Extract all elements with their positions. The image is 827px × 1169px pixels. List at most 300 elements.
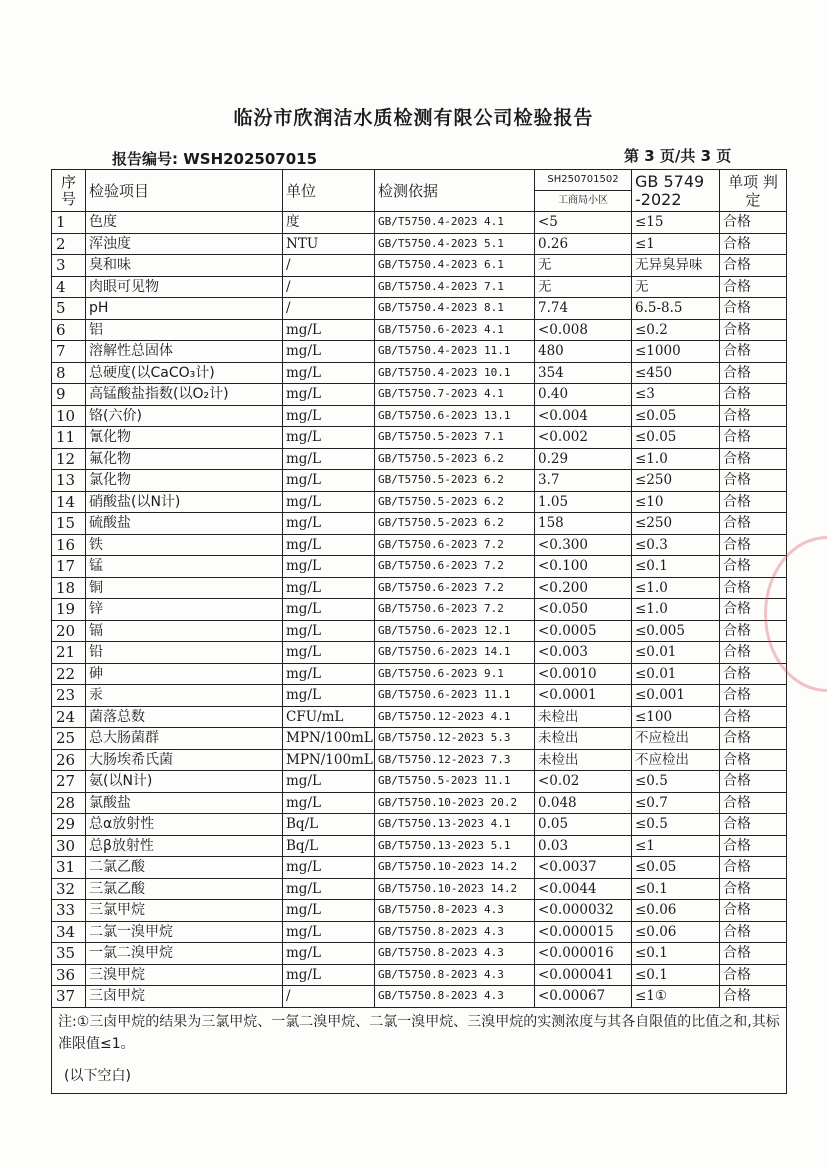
row-judge: 合格 — [720, 448, 787, 470]
row-seq: 17 — [52, 556, 86, 578]
row-limit: ≤0.05 — [632, 857, 720, 879]
table-row — [52, 599, 787, 621]
row-standard: GB/T5750.10-2023 14.2 — [375, 878, 535, 900]
row-unit: mg/L — [283, 857, 375, 879]
row-seq: 1 — [52, 212, 86, 234]
row-limit: ≤0.5 — [632, 814, 720, 836]
row-unit: mg/L — [283, 943, 375, 965]
results-body — [52, 212, 787, 1008]
table-row — [52, 233, 787, 255]
table-row — [52, 986, 787, 1008]
row-result: <0.000032 — [535, 900, 632, 922]
row-judge: 合格 — [720, 405, 787, 427]
row-limit: ≤0.06 — [632, 921, 720, 943]
table-row — [52, 921, 787, 943]
row-result: <5 — [535, 212, 632, 234]
row-result: <0.300 — [535, 534, 632, 556]
row-judge: 合格 — [720, 491, 787, 513]
table-row — [52, 663, 787, 685]
col-judge-header: 单项 判定 — [720, 170, 787, 212]
row-result: <0.0010 — [535, 663, 632, 685]
table-row — [52, 341, 787, 363]
results-table — [51, 169, 787, 1094]
row-standard: GB/T5750.5-2023 6.2 — [375, 448, 535, 470]
row-result: <0.002 — [535, 427, 632, 449]
row-seq: 10 — [52, 405, 86, 427]
row-standard: GB/T5750.5-2023 11.1 — [375, 771, 535, 793]
row-seq: 20 — [52, 620, 86, 642]
row-seq: 28 — [52, 792, 86, 814]
row-item: 溶解性总固体 — [86, 341, 283, 363]
row-standard: GB/T5750.6-2023 7.2 — [375, 577, 535, 599]
row-item: 菌落总数 — [86, 706, 283, 728]
row-standard: GB/T5750.8-2023 4.3 — [375, 900, 535, 922]
row-item: 镉 — [86, 620, 283, 642]
row-result: 无 — [535, 255, 632, 277]
row-standard: GB/T5750.6-2023 4.1 — [375, 319, 535, 341]
row-limit: ≤1 — [632, 835, 720, 857]
row-limit: ≤1.0 — [632, 448, 720, 470]
row-judge: 合格 — [720, 663, 787, 685]
row-unit: mg/L — [283, 878, 375, 900]
table-row — [52, 771, 787, 793]
row-judge: 合格 — [720, 212, 787, 234]
row-judge: 合格 — [720, 900, 787, 922]
col-unit-header: 单位 — [283, 170, 375, 212]
row-judge: 合格 — [720, 878, 787, 900]
table-row — [52, 706, 787, 728]
row-judge: 合格 — [720, 276, 787, 298]
table-row — [52, 749, 787, 771]
table-row — [52, 255, 787, 277]
sample-location: 工商局小区 — [535, 190, 631, 211]
row-judge: 合格 — [720, 814, 787, 836]
row-item: 氰化物 — [86, 427, 283, 449]
table-row — [52, 814, 787, 836]
table-row — [52, 534, 787, 556]
row-unit: mg/L — [283, 900, 375, 922]
row-result: 0.40 — [535, 384, 632, 406]
row-item: 二氯乙酸 — [86, 857, 283, 879]
row-result: 354 — [535, 362, 632, 384]
row-limit: ≤0.5 — [632, 771, 720, 793]
row-seq: 11 — [52, 427, 86, 449]
row-unit: mg/L — [283, 319, 375, 341]
row-unit: NTU — [283, 233, 375, 255]
row-judge: 合格 — [720, 556, 787, 578]
row-seq: 25 — [52, 728, 86, 750]
col-seq-header: 序号 — [52, 170, 86, 212]
row-judge: 合格 — [720, 599, 787, 621]
row-judge: 合格 — [720, 835, 787, 857]
row-seq: 23 — [52, 685, 86, 707]
row-seq: 37 — [52, 986, 86, 1008]
table-row — [52, 835, 787, 857]
row-judge: 合格 — [720, 384, 787, 406]
row-limit: ≤0.1 — [632, 964, 720, 986]
row-standard: GB/T5750.13-2023 4.1 — [375, 814, 535, 836]
row-item: 氨(以N计) — [86, 771, 283, 793]
row-unit: Bq/L — [283, 835, 375, 857]
row-judge: 合格 — [720, 534, 787, 556]
row-item: 三氯乙酸 — [86, 878, 283, 900]
row-result: <0.000015 — [535, 921, 632, 943]
row-judge: 合格 — [720, 685, 787, 707]
row-result: 0.26 — [535, 233, 632, 255]
row-unit: mg/L — [283, 771, 375, 793]
row-result: <0.0037 — [535, 857, 632, 879]
row-judge: 合格 — [720, 792, 787, 814]
row-item: 三氯甲烷 — [86, 900, 283, 922]
row-unit: / — [283, 276, 375, 298]
row-result: <0.004 — [535, 405, 632, 427]
row-judge: 合格 — [720, 771, 787, 793]
row-unit: mg/L — [283, 362, 375, 384]
row-result: <0.00067 — [535, 986, 632, 1008]
row-unit: / — [283, 298, 375, 320]
row-seq: 26 — [52, 749, 86, 771]
row-seq: 36 — [52, 964, 86, 986]
row-unit: MPN/100mL — [283, 749, 375, 771]
row-standard: GB/T5750.12-2023 4.1 — [375, 706, 535, 728]
table-row — [52, 362, 787, 384]
row-item: 锌 — [86, 599, 283, 621]
row-standard: GB/T5750.13-2023 5.1 — [375, 835, 535, 857]
table-row — [52, 405, 787, 427]
row-judge: 合格 — [720, 255, 787, 277]
row-judge: 合格 — [720, 749, 787, 771]
row-limit: ≤0.3 — [632, 534, 720, 556]
row-limit: 6.5-8.5 — [632, 298, 720, 320]
row-limit: ≤1 — [632, 233, 720, 255]
row-standard: GB/T5750.8-2023 4.3 — [375, 921, 535, 943]
table-row — [52, 642, 787, 664]
row-limit: ≤250 — [632, 513, 720, 535]
row-seq: 34 — [52, 921, 86, 943]
row-seq: 5 — [52, 298, 86, 320]
row-item: 铅 — [86, 642, 283, 664]
row-item: 氯化物 — [86, 470, 283, 492]
row-limit: ≤0.001 — [632, 685, 720, 707]
row-limit: ≤0.2 — [632, 319, 720, 341]
row-unit: / — [283, 255, 375, 277]
row-item: 硫酸盐 — [86, 513, 283, 535]
row-item: 三溴甲烷 — [86, 964, 283, 986]
table-row — [52, 513, 787, 535]
row-result: 未检出 — [535, 728, 632, 750]
row-limit: 无异臭异味 — [632, 255, 720, 277]
row-seq: 13 — [52, 470, 86, 492]
row-standard: GB/T5750.6-2023 11.1 — [375, 685, 535, 707]
table-row — [52, 384, 787, 406]
row-limit: ≤0.7 — [632, 792, 720, 814]
table-row — [52, 943, 787, 965]
row-standard: GB/T5750.7-2023 4.1 — [375, 384, 535, 406]
row-unit: mg/L — [283, 513, 375, 535]
row-result: <0.02 — [535, 771, 632, 793]
row-limit: ≤450 — [632, 362, 720, 384]
row-seq: 2 — [52, 233, 86, 255]
table-row — [52, 427, 787, 449]
row-seq: 9 — [52, 384, 86, 406]
row-result: <0.050 — [535, 599, 632, 621]
row-judge: 合格 — [720, 233, 787, 255]
row-limit: ≤0.01 — [632, 663, 720, 685]
row-item: 总α放射性 — [86, 814, 283, 836]
row-judge: 合格 — [720, 298, 787, 320]
row-judge: 合格 — [720, 728, 787, 750]
row-unit: CFU/mL — [283, 706, 375, 728]
row-result: 无 — [535, 276, 632, 298]
table-row — [52, 319, 787, 341]
row-standard: GB/T5750.8-2023 4.3 — [375, 964, 535, 986]
row-result: 未检出 — [535, 749, 632, 771]
row-seq: 35 — [52, 943, 86, 965]
row-seq: 6 — [52, 319, 86, 341]
row-limit: ≤1.0 — [632, 599, 720, 621]
row-standard: GB/T5750.4-2023 5.1 — [375, 233, 535, 255]
row-result: 480 — [535, 341, 632, 363]
footnote: 注:①三卤甲烷的结果为三氯甲烷、一氯二溴甲烷、二氯一溴甲烷、三溴甲烷的实测浓度与其各自限值的比值之和,其标准限值≤1。 — [58, 1013, 780, 1052]
row-judge: 合格 — [720, 470, 787, 492]
row-item: 氟化物 — [86, 448, 283, 470]
row-standard: GB/T5750.5-2023 6.2 — [375, 491, 535, 513]
row-limit: ≤100 — [632, 706, 720, 728]
col-limit-header: GB 5749 -2022 — [632, 170, 720, 212]
row-unit: mg/L — [283, 384, 375, 406]
row-item: 汞 — [86, 685, 283, 707]
row-standard: GB/T5750.6-2023 14.1 — [375, 642, 535, 664]
row-standard: GB/T5750.10-2023 14.2 — [375, 857, 535, 879]
row-unit: mg/L — [283, 663, 375, 685]
row-item: 铁 — [86, 534, 283, 556]
row-item: 高锰酸盐指数(以O₂计) — [86, 384, 283, 406]
row-standard: GB/T5750.6-2023 12.1 — [375, 620, 535, 642]
row-unit: mg/L — [283, 556, 375, 578]
row-unit: mg/L — [283, 685, 375, 707]
row-seq: 19 — [52, 599, 86, 621]
row-item: 铬(六价) — [86, 405, 283, 427]
table-row — [52, 276, 787, 298]
row-result: 0.03 — [535, 835, 632, 857]
row-limit: ≤0.01 — [632, 642, 720, 664]
col-item-header: 检验项目 — [86, 170, 283, 212]
row-item: 氯酸盐 — [86, 792, 283, 814]
row-item: 一氯二溴甲烷 — [86, 943, 283, 965]
row-item: 铜 — [86, 577, 283, 599]
row-item: 锰 — [86, 556, 283, 578]
table-row — [52, 792, 787, 814]
table-row — [52, 448, 787, 470]
row-item: 总β放射性 — [86, 835, 283, 857]
row-result: <0.0001 — [535, 685, 632, 707]
row-judge: 合格 — [720, 319, 787, 341]
row-limit: 不应检出 — [632, 728, 720, 750]
table-row — [52, 470, 787, 492]
col-sample-header — [535, 170, 632, 212]
row-limit: ≤250 — [632, 470, 720, 492]
row-result: <0.000041 — [535, 964, 632, 986]
row-seq: 30 — [52, 835, 86, 857]
table-row — [52, 298, 787, 320]
row-judge: 合格 — [720, 706, 787, 728]
table-row — [52, 964, 787, 986]
row-standard: GB/T5750.6-2023 9.1 — [375, 663, 535, 685]
blank-note: (以下空白) — [64, 1067, 131, 1084]
table-row — [52, 212, 787, 234]
row-unit: MPN/100mL — [283, 728, 375, 750]
row-standard: GB/T5750.12-2023 5.3 — [375, 728, 535, 750]
row-unit: mg/L — [283, 620, 375, 642]
row-standard: GB/T5750.4-2023 7.1 — [375, 276, 535, 298]
row-standard: GB/T5750.4-2023 4.1 — [375, 212, 535, 234]
row-standard: GB/T5750.8-2023 4.3 — [375, 943, 535, 965]
row-item: 肉眼可见物 — [86, 276, 283, 298]
row-unit: mg/L — [283, 341, 375, 363]
row-result: 7.74 — [535, 298, 632, 320]
row-seq: 15 — [52, 513, 86, 535]
row-result: 158 — [535, 513, 632, 535]
row-unit: 度 — [283, 212, 375, 234]
row-item: 浑浊度 — [86, 233, 283, 255]
row-standard: GB/T5750.4-2023 6.1 — [375, 255, 535, 277]
row-seq: 3 — [52, 255, 86, 277]
row-result: 0.29 — [535, 448, 632, 470]
row-item: 砷 — [86, 663, 283, 685]
row-item: 二氯一溴甲烷 — [86, 921, 283, 943]
row-limit: ≤10 — [632, 491, 720, 513]
row-seq: 21 — [52, 642, 86, 664]
row-judge: 合格 — [720, 620, 787, 642]
row-result: <0.003 — [535, 642, 632, 664]
row-standard: GB/T5750.6-2023 7.2 — [375, 556, 535, 578]
row-standard: GB/T5750.4-2023 8.1 — [375, 298, 535, 320]
row-seq: 7 — [52, 341, 86, 363]
row-unit: mg/L — [283, 470, 375, 492]
row-unit: mg/L — [283, 405, 375, 427]
row-item: 硝酸盐(以N计) — [86, 491, 283, 513]
row-limit: ≤0.1 — [632, 878, 720, 900]
row-seq: 18 — [52, 577, 86, 599]
row-unit: mg/L — [283, 534, 375, 556]
table-row — [52, 685, 787, 707]
table-header-row — [52, 170, 787, 212]
table-row — [52, 620, 787, 642]
note-row — [52, 1007, 787, 1093]
report-title: 临汾市欣润洁水质检测有限公司检验报告 — [233, 107, 594, 129]
row-item: 总硬度(以CaCO₃计) — [86, 362, 283, 384]
row-standard: GB/T5750.4-2023 10.1 — [375, 362, 535, 384]
row-unit: mg/L — [283, 427, 375, 449]
row-standard: GB/T5750.8-2023 4.3 — [375, 986, 535, 1008]
row-judge: 合格 — [720, 642, 787, 664]
note-cell — [52, 1007, 787, 1093]
row-result: <0.008 — [535, 319, 632, 341]
row-judge: 合格 — [720, 513, 787, 535]
row-item: 总大肠菌群 — [86, 728, 283, 750]
row-seq: 4 — [52, 276, 86, 298]
table-row — [52, 728, 787, 750]
row-unit: mg/L — [283, 599, 375, 621]
table-row — [52, 900, 787, 922]
table-row — [52, 556, 787, 578]
row-seq: 32 — [52, 878, 86, 900]
row-judge: 合格 — [720, 341, 787, 363]
row-limit: ≤3 — [632, 384, 720, 406]
row-result: 1.05 — [535, 491, 632, 513]
row-limit: ≤0.05 — [632, 405, 720, 427]
row-item: 色度 — [86, 212, 283, 234]
row-judge: 合格 — [720, 857, 787, 879]
row-standard: GB/T5750.6-2023 7.2 — [375, 599, 535, 621]
row-unit: mg/L — [283, 491, 375, 513]
col-standard-header: 检测依据 — [375, 170, 535, 212]
row-unit: Bq/L — [283, 814, 375, 836]
row-seq: 27 — [52, 771, 86, 793]
row-unit: mg/L — [283, 964, 375, 986]
row-judge: 合格 — [720, 362, 787, 384]
row-judge: 合格 — [720, 921, 787, 943]
table-row — [52, 878, 787, 900]
table-row — [52, 491, 787, 513]
row-result: <0.0005 — [535, 620, 632, 642]
row-item: pH — [86, 298, 283, 320]
row-unit: mg/L — [283, 792, 375, 814]
sample-id: SH250701502 — [547, 174, 619, 185]
row-unit: mg/L — [283, 642, 375, 664]
report-number: 报告编号: WSH202507015 — [112, 150, 318, 168]
row-seq: 33 — [52, 900, 86, 922]
row-result: <0.0044 — [535, 878, 632, 900]
row-limit: 不应检出 — [632, 749, 720, 771]
row-unit: mg/L — [283, 921, 375, 943]
row-result: 3.7 — [535, 470, 632, 492]
row-item: 三卤甲烷 — [86, 986, 283, 1008]
row-standard: GB/T5750.5-2023 7.1 — [375, 427, 535, 449]
row-limit: ≤0.1 — [632, 943, 720, 965]
row-standard: GB/T5750.10-2023 20.2 — [375, 792, 535, 814]
row-standard: GB/T5750.12-2023 7.3 — [375, 749, 535, 771]
row-seq: 12 — [52, 448, 86, 470]
row-result: 0.048 — [535, 792, 632, 814]
row-unit: / — [283, 986, 375, 1008]
row-limit: ≤15 — [632, 212, 720, 234]
row-item: 大肠埃希氏菌 — [86, 749, 283, 771]
row-result: <0.200 — [535, 577, 632, 599]
row-limit: ≤1① — [632, 986, 720, 1008]
row-standard: GB/T5750.4-2023 11.1 — [375, 341, 535, 363]
row-seq: 14 — [52, 491, 86, 513]
row-item: 臭和味 — [86, 255, 283, 277]
row-limit: ≤0.06 — [632, 900, 720, 922]
row-judge: 合格 — [720, 427, 787, 449]
row-judge: 合格 — [720, 964, 787, 986]
row-seq: 22 — [52, 663, 86, 685]
page-number: 第 3 页/共 3 页 — [624, 147, 732, 165]
row-result: <0.100 — [535, 556, 632, 578]
row-standard: GB/T5750.5-2023 6.2 — [375, 513, 535, 535]
row-seq: 24 — [52, 706, 86, 728]
row-unit: mg/L — [283, 448, 375, 470]
row-result: <0.000016 — [535, 943, 632, 965]
row-standard: GB/T5750.6-2023 7.2 — [375, 534, 535, 556]
table-row — [52, 577, 787, 599]
row-standard: GB/T5750.5-2023 6.2 — [375, 470, 535, 492]
row-unit: mg/L — [283, 577, 375, 599]
row-judge: 合格 — [720, 943, 787, 965]
row-seq: 29 — [52, 814, 86, 836]
table-row — [52, 857, 787, 879]
